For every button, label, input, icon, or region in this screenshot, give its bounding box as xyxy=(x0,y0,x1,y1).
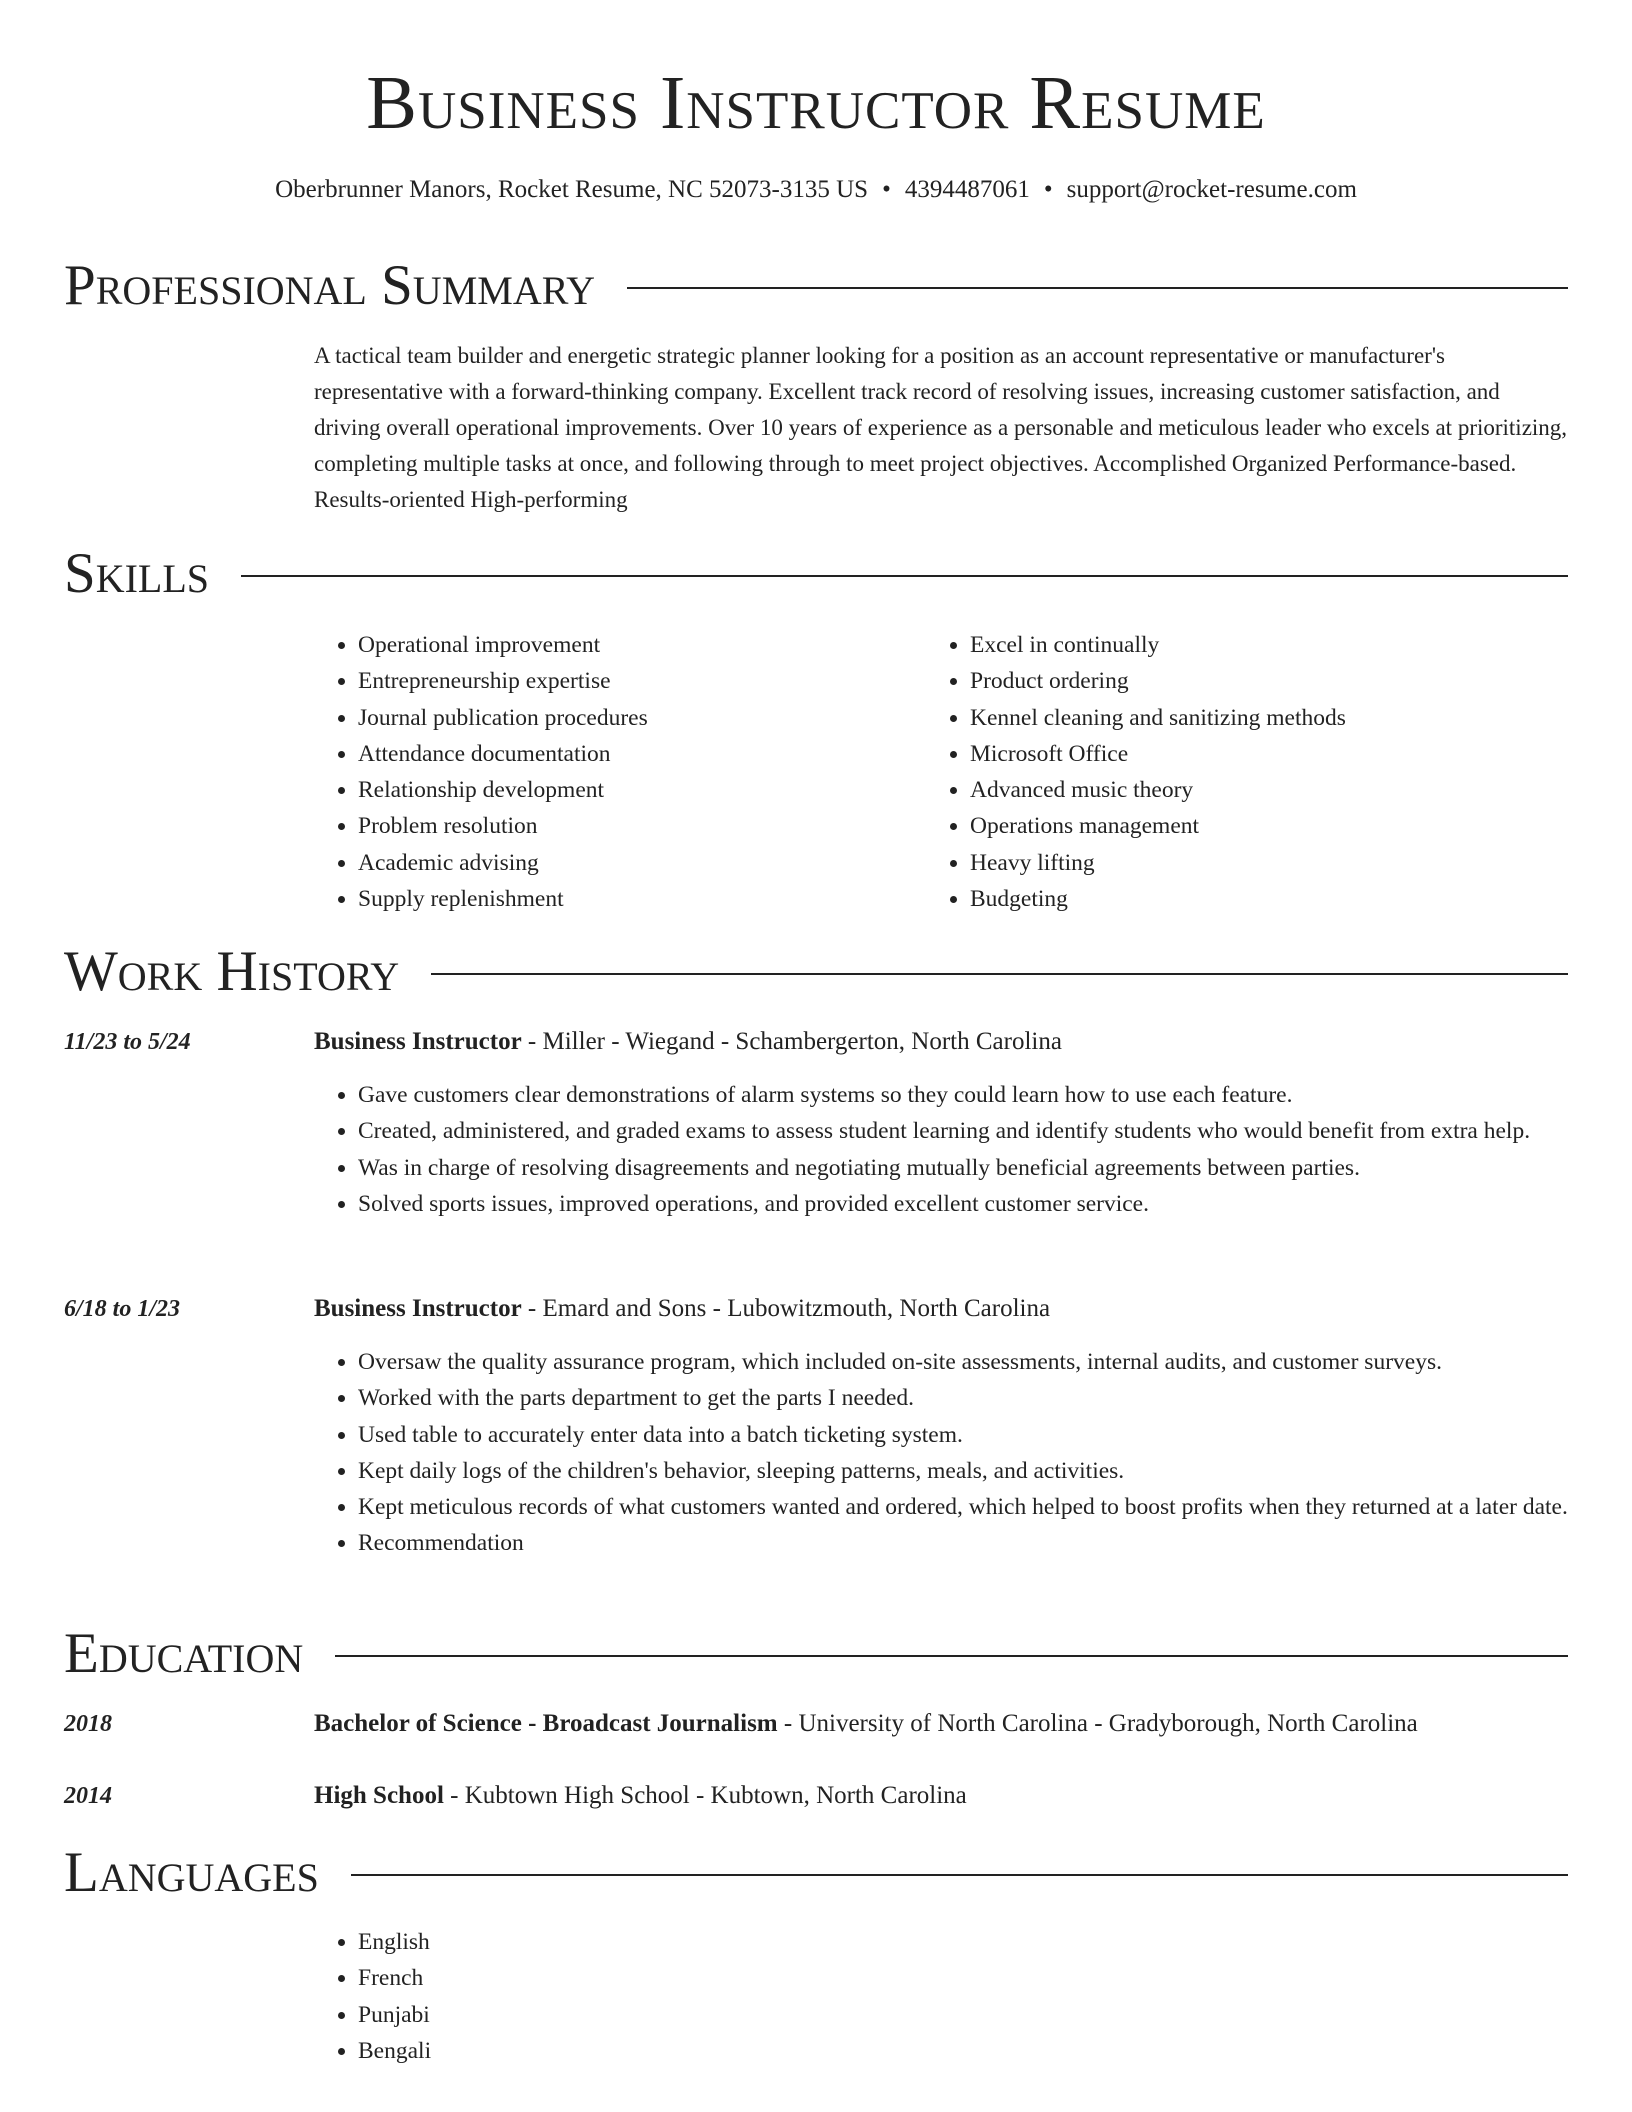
skill-item: • Advanced music theory xyxy=(970,772,1526,808)
skill-item: • Entrepreneurship expertise xyxy=(358,663,914,699)
skill-item: • Relationship development xyxy=(358,772,914,808)
summary-text: A tactical team builder and energetic strategic planner looking for a position as an account representative or manufacturer's representative with a forward-thinking company. Excellent track record of resolving issues, increasing customer satisfaction, and driving overall operational improvements. Over 10 years of experience as a personable and meticulous leader who excels at prioritizing, completing multiple tasks at once, and following through to meet project objectives. Accomplished Organized Performance-based. Results-oriented High-performing xyxy=(314,343,1568,512)
education-degree: High School xyxy=(314,1782,444,1809)
education-section-header xyxy=(64,1622,1568,1686)
skill-item: • Operations management xyxy=(970,808,1526,844)
job-role: Business Instructor xyxy=(314,1028,522,1055)
skill-item: • Product ordering xyxy=(970,663,1526,699)
skill-item: • Budgeting xyxy=(970,881,1526,917)
job-bullets xyxy=(314,1077,1570,1222)
work-section-title: Work History xyxy=(64,940,400,1003)
language-item: • Punjabi xyxy=(358,1997,1570,2033)
job-heading xyxy=(314,1291,1574,1327)
job-bullet: • Created, administered, and graded exams to assess student learning and identify students who would benefit from extra help. xyxy=(358,1113,1570,1149)
education-entry xyxy=(314,1778,1574,1814)
section-divider xyxy=(627,287,1568,289)
job-bullet: • Used table to accurately enter data into a batch ticketing system. xyxy=(358,1417,1570,1453)
job-bullet: • Gave customers clear demonstrations of alarm systems so they could learn how to use each feature. xyxy=(358,1077,1570,1113)
job-bullet: • Worked with the parts department to get the parts I needed. xyxy=(358,1380,1570,1416)
languages-section-header xyxy=(64,1841,1568,1905)
skill-item: • Supply replenishment xyxy=(358,881,914,917)
contact-separator: • xyxy=(1043,176,1053,203)
languages-section-title: Languages xyxy=(64,1841,319,1904)
skill-item: • Academic advising xyxy=(358,845,914,881)
job-employer: - Emard and Sons - Lubowitzmouth, North Carolina xyxy=(521,1295,1051,1322)
job-bullets xyxy=(314,1344,1570,1562)
contact-phone: 4394487061 xyxy=(904,176,1030,203)
job-bullet: • Kept daily logs of the children's behavior, sleeping patterns, meals, and activities. xyxy=(358,1453,1570,1489)
summary-section-header xyxy=(64,254,1568,318)
section-divider xyxy=(431,973,1568,975)
contact-email: support@rocket-resume.com xyxy=(1066,176,1357,203)
work-section-header xyxy=(64,940,1568,1004)
job-dates: 6/18 to 1/23 xyxy=(64,1296,181,1322)
skills-left-column xyxy=(314,627,914,917)
job-heading xyxy=(314,1024,1574,1060)
job-employer: - Miller - Wiegand - Schambergerton, North Carolina xyxy=(521,1028,1062,1055)
languages-list xyxy=(314,1924,1570,2069)
education-year: 2018 xyxy=(64,1711,112,1737)
job-bullet: • Recommendation xyxy=(358,1525,1570,1561)
language-item: • Bengali xyxy=(358,2033,1570,2069)
education-entry xyxy=(314,1706,1574,1742)
contact-separator: • xyxy=(882,176,891,203)
education-section-title: Education xyxy=(64,1622,304,1685)
education-year: 2014 xyxy=(64,1783,112,1809)
skills-section-header xyxy=(64,542,1568,606)
contact-address: Oberbrunner Manors, Rocket Resume, NC 52073-3135 US xyxy=(275,176,869,203)
job-role: Business Instructor xyxy=(314,1295,522,1322)
summary-section-title: Professional Summary xyxy=(64,254,596,317)
education-school: - University of North Carolina - Gradyborough, North Carolina xyxy=(777,1710,1418,1737)
skills-section-title: Skills xyxy=(64,542,210,605)
skills-right-column xyxy=(926,627,1526,917)
job-dates: 11/23 to 5/24 xyxy=(64,1029,191,1055)
skill-item: • Operational improvement xyxy=(358,627,914,663)
job-bullet: • Was in charge of resolving disagreements and negotiating mutually beneficial agreements between parties. xyxy=(358,1150,1570,1186)
language-item: • English xyxy=(358,1924,1570,1960)
skill-item: • Kennel cleaning and sanitizing methods xyxy=(970,700,1526,736)
resume-title: Business Instructor Resume xyxy=(366,61,1266,145)
language-item: • French xyxy=(358,1960,1570,1996)
section-divider xyxy=(351,1874,1568,1876)
education-school: - Kubtown High School - Kubtown, North Carolina xyxy=(443,1782,967,1809)
job-bullet: • Solved sports issues, improved operations, and provided excellent customer service. xyxy=(358,1186,1570,1222)
skill-item: • Attendance documentation xyxy=(358,736,914,772)
job-bullet: • Oversaw the quality assurance program, which included on-site assessments, internal audits, and customer surveys. xyxy=(358,1344,1570,1380)
job-bullet: • Kept meticulous records of what customers wanted and ordered, which helped to boost profits when they returned at a later date. xyxy=(358,1489,1570,1525)
section-divider xyxy=(241,575,1568,577)
skill-item: • Problem resolution xyxy=(358,808,914,844)
skill-item: • Microsoft Office xyxy=(970,736,1526,772)
contact-line xyxy=(0,172,1632,208)
section-divider xyxy=(335,1655,1568,1657)
skill-item: • Excel in continually xyxy=(970,627,1526,663)
skill-item: • Heavy lifting xyxy=(970,845,1526,881)
education-degree: Bachelor of Science - Broadcast Journalism xyxy=(314,1710,778,1737)
skill-item: • Journal publication procedures xyxy=(358,700,914,736)
